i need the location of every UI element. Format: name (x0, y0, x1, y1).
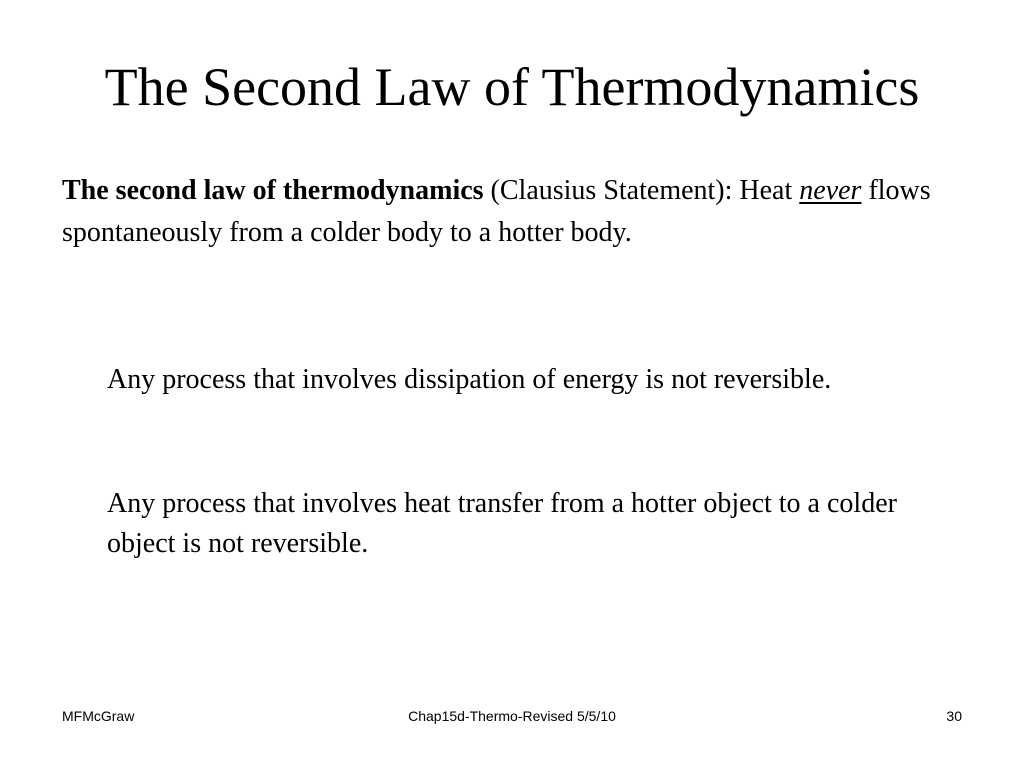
footer-author: MFMcGraw (62, 708, 135, 724)
slide-title: The Second Law of Thermodynamics (104, 57, 920, 117)
footer-file-label: Chap15d-Thermo-Revised 5/5/10 (408, 708, 616, 724)
law-statement (62, 170, 982, 254)
footer-page-number: 30 (946, 708, 962, 724)
law-text-a: (Clausius Statement): Heat (483, 175, 800, 206)
heat-transfer-note: Any process that involves heat transfer from a hotter object to a colder object is not reversible. (107, 488, 897, 559)
law-term: The second law of thermodynamics (62, 175, 484, 206)
law-emphasis: never (799, 175, 862, 206)
dissipation-note: Any process that involves dissipation of energy is not reversible. (107, 364, 832, 395)
law-text-b: flows spontaneously from a colder body to a hotter body. (62, 175, 931, 248)
